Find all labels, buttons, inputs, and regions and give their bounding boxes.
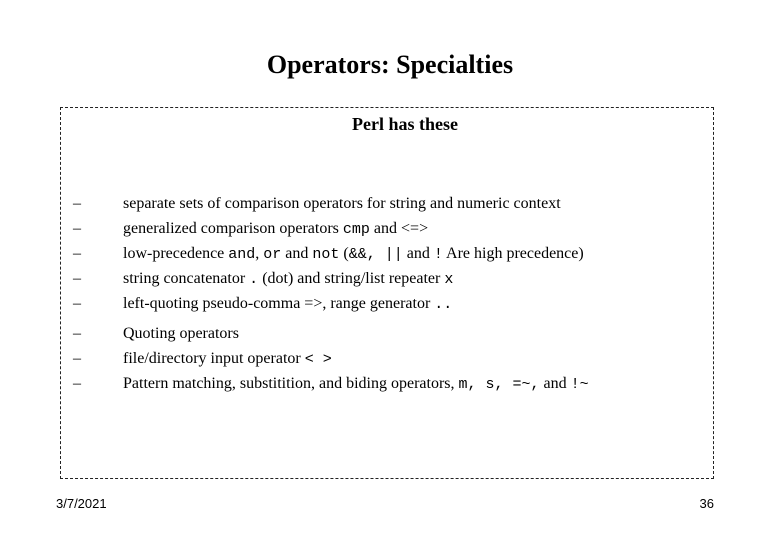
- footer-date: 3/7/2021: [56, 496, 107, 511]
- text-fragment: and: [539, 375, 571, 392]
- page-number: 36: [699, 496, 714, 511]
- bullet-item: [73, 291, 589, 316]
- code-fragment: < >: [304, 351, 332, 368]
- text-fragment: and: [402, 245, 434, 262]
- text-fragment: file/directory input operator: [123, 350, 305, 367]
- bullet-text: [123, 346, 332, 371]
- bullet-item: [73, 241, 589, 266]
- text-fragment: (dot) and string/list repeater: [258, 270, 445, 287]
- bullet-item: [73, 346, 589, 371]
- text-fragment: left-quoting pseudo-comma =>, range generator: [123, 295, 435, 312]
- text-fragment: Pattern matching, substitition, and biding operators,: [123, 375, 459, 392]
- text-fragment: and: [281, 245, 313, 262]
- code-fragment: m, s, =~,: [458, 376, 540, 393]
- code-fragment: !~: [570, 376, 589, 393]
- code-fragment: and: [228, 246, 256, 263]
- text-fragment: low-precedence: [123, 245, 229, 262]
- bullet-text: [123, 216, 428, 241]
- code-fragment: cmp: [342, 221, 370, 238]
- bullet-text: [123, 241, 584, 266]
- code-fragment: &&, ||: [348, 246, 403, 263]
- text-fragment: Quoting operators: [123, 325, 239, 342]
- text-fragment: and <=>: [369, 220, 429, 237]
- bullet-item: [73, 371, 589, 396]
- bullet-item: [73, 321, 589, 346]
- bullet-item: [73, 216, 589, 241]
- bullet-item: [73, 266, 589, 291]
- code-fragment: ..: [434, 296, 453, 313]
- slide-subtitle: Perl has these: [352, 114, 458, 134]
- bullet-dash: –: [73, 195, 81, 212]
- text-fragment: ,: [255, 245, 264, 262]
- bullet-dash: –: [73, 245, 81, 262]
- text-fragment: separate sets of comparison operators for string and numeric context: [123, 195, 561, 212]
- bullet-text: [123, 371, 589, 396]
- text-fragment: string concatenator: [123, 270, 250, 287]
- bullet-dash: –: [73, 350, 81, 367]
- bullet-dash: –: [73, 375, 81, 392]
- bullet-list: [73, 191, 589, 396]
- bullet-dash: –: [73, 325, 81, 342]
- bullet-item: [73, 191, 589, 216]
- bullet-text: [123, 321, 239, 346]
- bullet-dash: –: [73, 295, 81, 312]
- text-fragment: (: [339, 245, 349, 262]
- slide-title: Operators: Specialties: [266, 50, 514, 79]
- code-fragment: x: [444, 271, 454, 288]
- bullet-text: [123, 266, 453, 291]
- text-fragment: generalized comparison operators: [123, 220, 343, 237]
- bullet-text: [123, 291, 452, 316]
- bullet-text: [123, 191, 561, 216]
- bullet-dash: –: [73, 270, 81, 287]
- code-fragment: or: [263, 246, 282, 263]
- bullet-dash: –: [73, 220, 81, 237]
- text-fragment: Are high precedence): [442, 245, 584, 262]
- code-fragment: not: [312, 246, 340, 263]
- code-fragment: !: [433, 246, 443, 263]
- code-fragment: .: [249, 271, 259, 288]
